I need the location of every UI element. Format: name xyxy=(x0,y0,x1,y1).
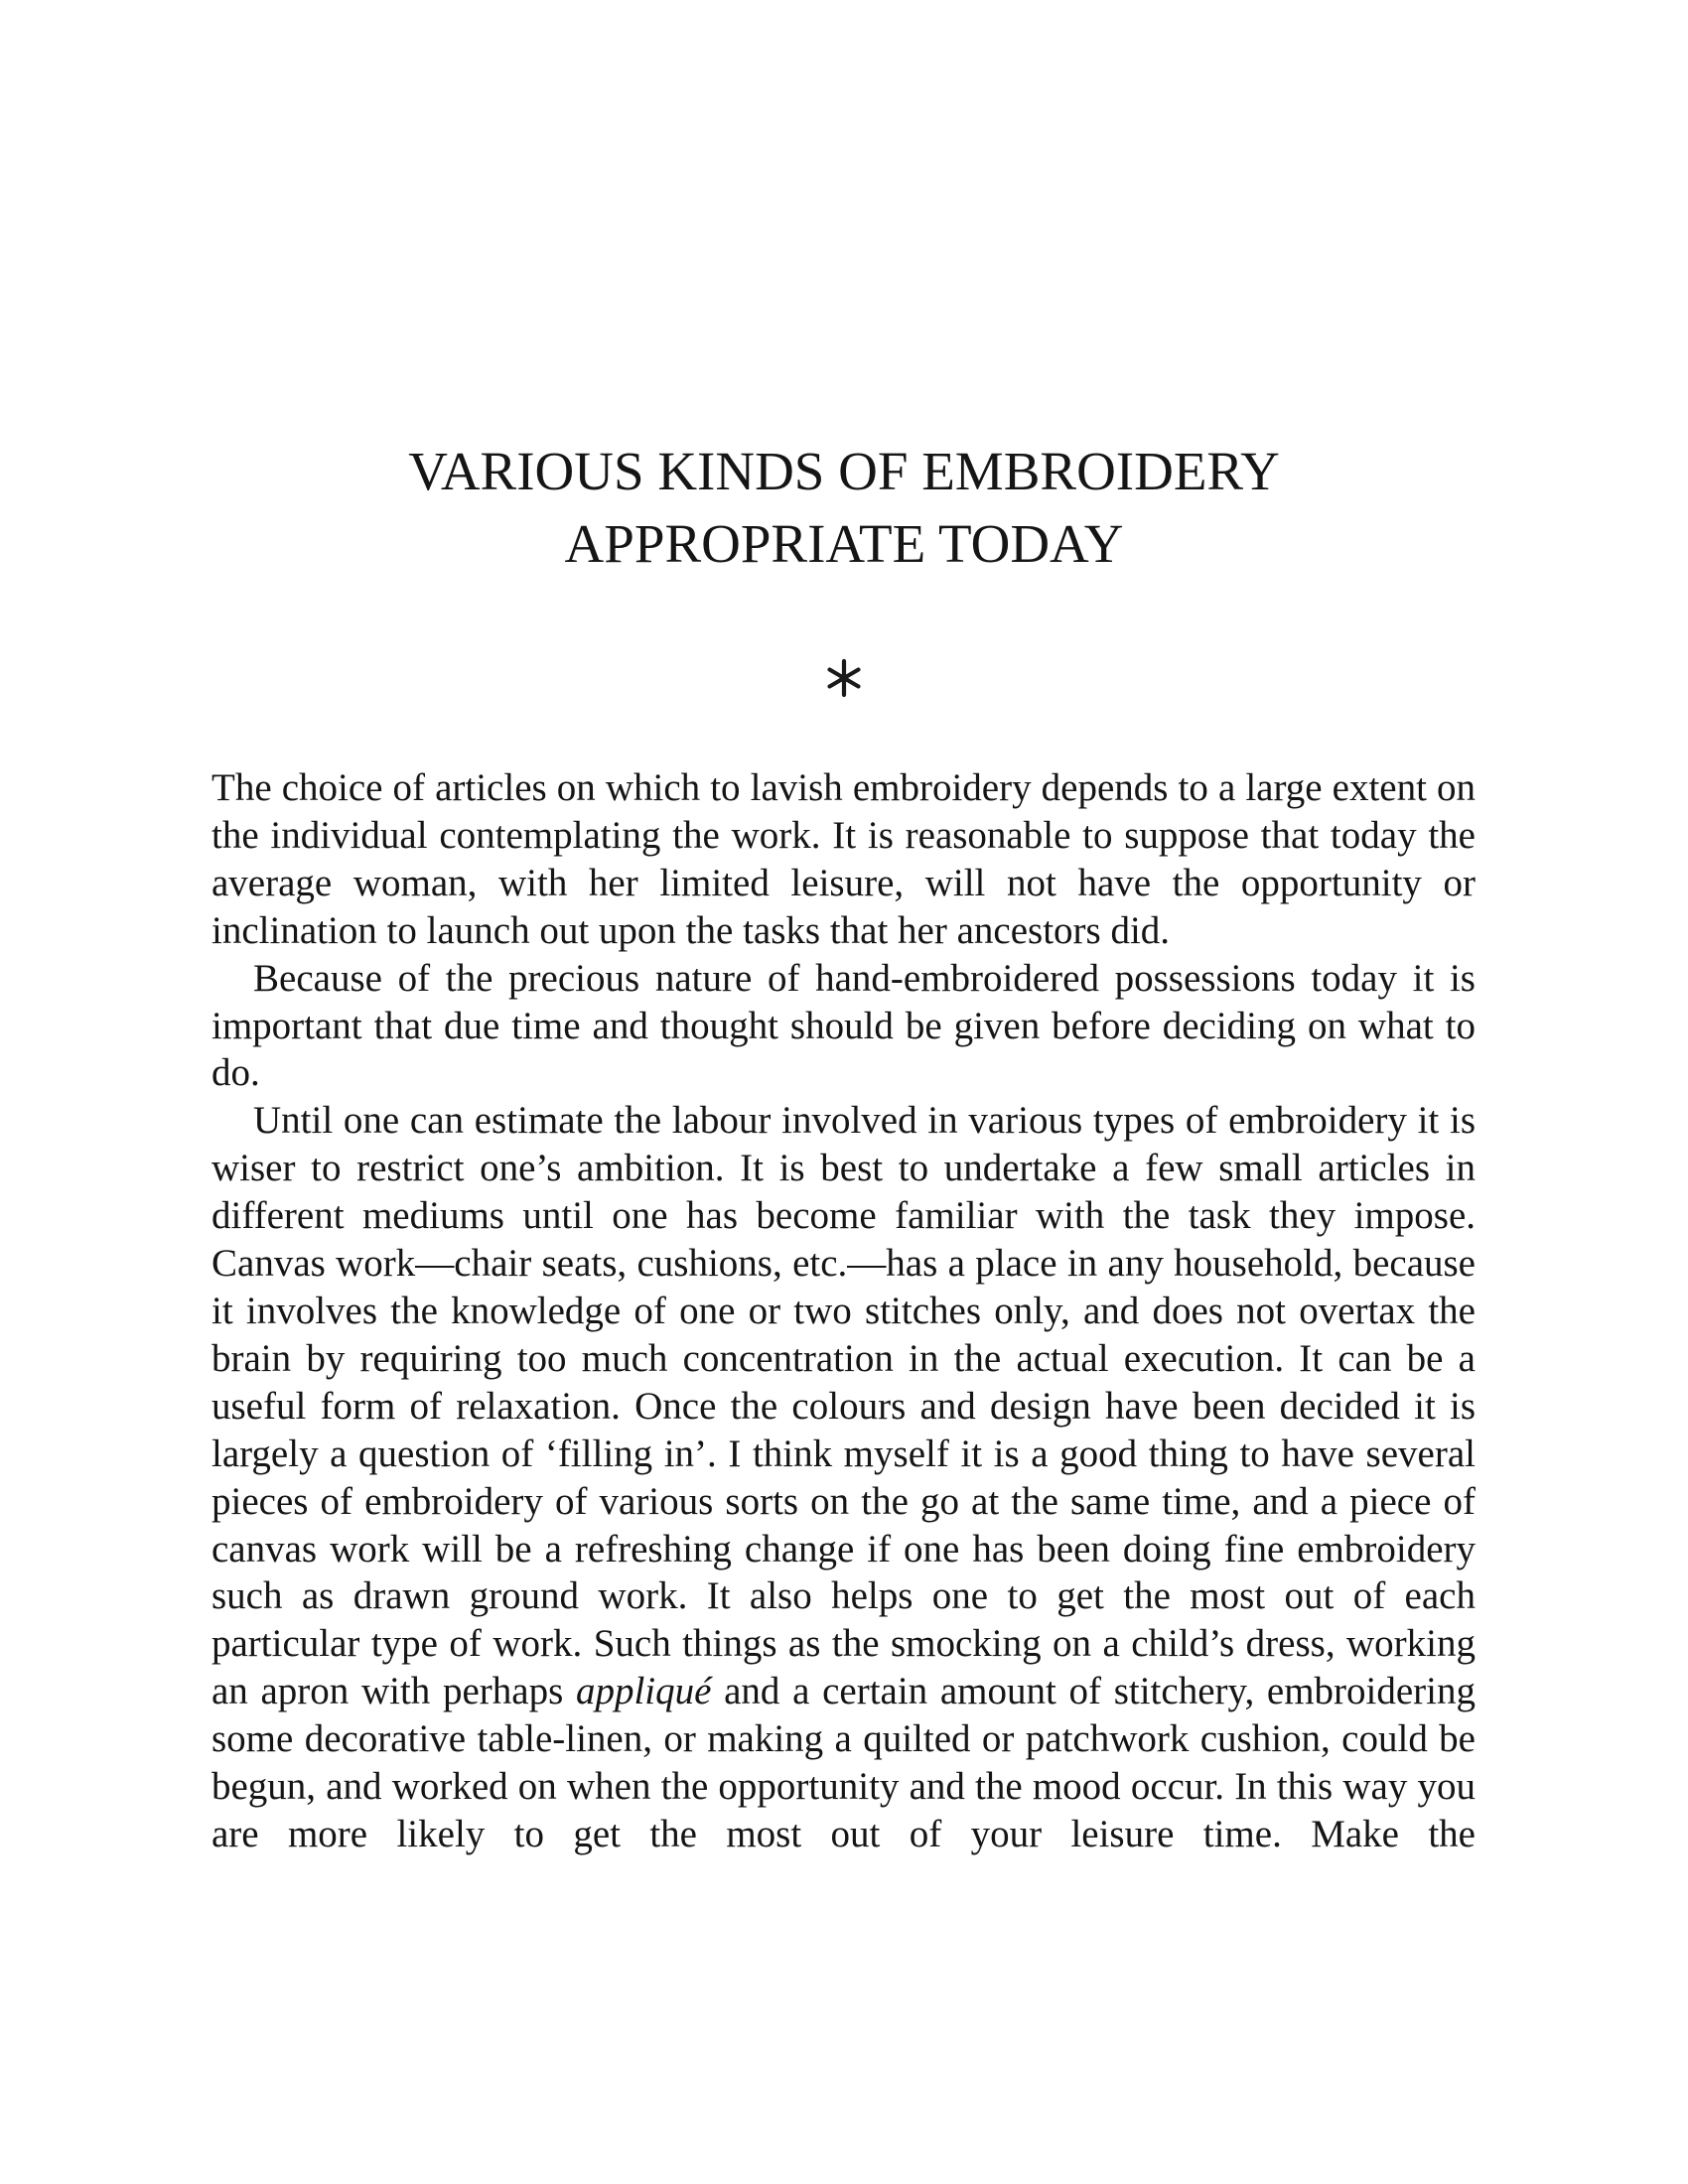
chapter-title-line-2: APPROPRIATE TODAY xyxy=(564,513,1124,574)
asterisk-ornament-icon xyxy=(821,655,867,701)
paragraph-3 xyxy=(211,1097,1476,1858)
paragraph-3-italic-term: appliqué xyxy=(575,1670,712,1713)
body-text xyxy=(211,764,1476,1858)
chapter-title xyxy=(0,435,1688,580)
paragraph-3-text-start: Until one can estimate the labour involved in various types of embroidery it is wiser to restrict one’s ambition. It is best to undertake a few small articles in different mediums until one has become familiar with the task they impose. Canvas work—chair seats, cushions, etc.—has a place in any household, because it involves the knowledge of one or two stitches only, and does not overtax the brain by requiring too much concentration in the actual execution. It can be a useful form of relaxation. Once the colours and design have been decided it is largely a question of ‘filling in’. I think myself it is a good thing to have several pieces of embroidery of various sorts on the go at the same time, and a piece of canvas work will be a refreshing change if one has been doing fine embroidery such as drawn ground work. It also helps one to get the most out of each particular type of work. Such things as the smocking on a child’s dress, working an apron with perhaps xyxy=(211,1099,1476,1713)
paragraph-2: Because of the precious nature of hand-embroidered possessions today it is important that due time and thought should be given before deciding on what to do. xyxy=(211,956,1476,1095)
chapter-title-line-1: VARIOUS KINDS OF EMBROIDERY xyxy=(408,441,1280,501)
paragraph-3-text-end: and a certain amount of stitchery, embroidering some decorative table-linen, or making a quilted or patchwork cushion, could be begun, and worked on when the opportunity and the mood occur. In this way you are more likely to get the most out of your leisure time. Make the xyxy=(211,1670,1476,1855)
paragraph-1: The choice of articles on which to lavish embroidery depends to a large extent on the individual contemplating the work. It is reasonable to suppose that today the average woman, with her limited leisure, will not have the opportunity or inclination to launch out upon the tasks that her ancestors did. xyxy=(211,766,1476,952)
